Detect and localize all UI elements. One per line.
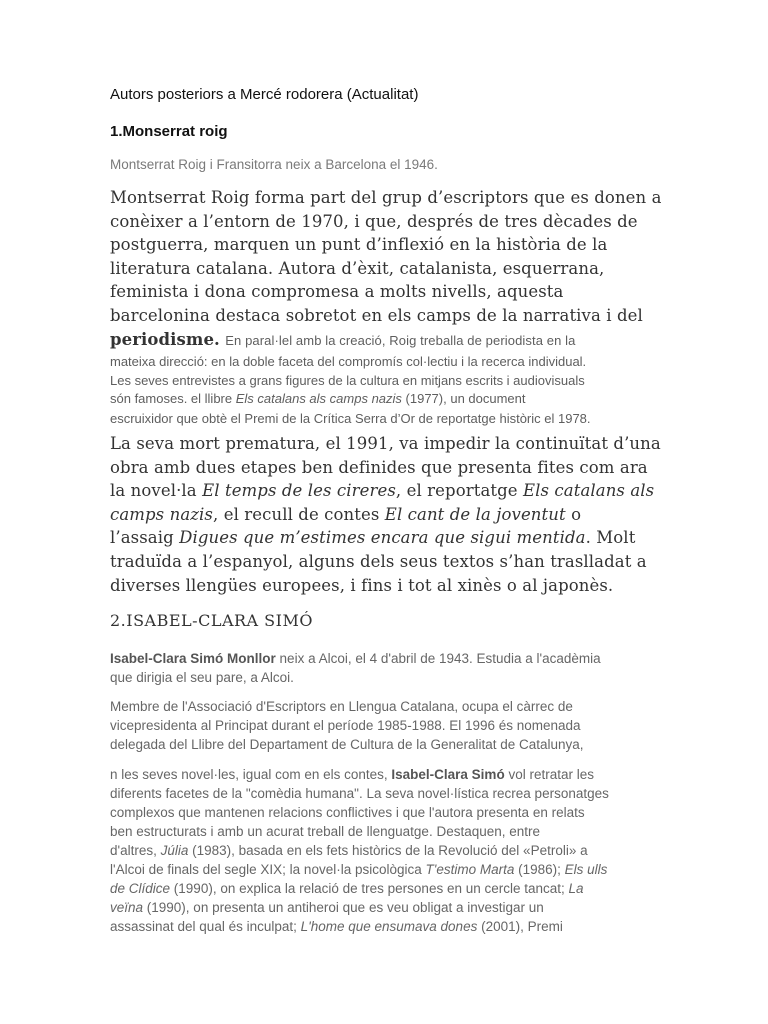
section-2-paragraph-3 <box>110 765 670 936</box>
small-line <box>110 390 670 409</box>
text: l’assaig <box>110 528 180 548</box>
paragraph-line: feminista i dona compromesa a molts nivells, aquesta <box>110 282 564 302</box>
paragraph-line <box>110 328 670 352</box>
text: d'altres, <box>110 843 161 858</box>
text: neix a Alcoi, el 4 d'abril de 1943. Estudia a l'acadèmia <box>275 651 601 666</box>
paragraph-line <box>110 649 670 668</box>
text: (1990), on explica la relació de tres persones en un cercle tancat; <box>170 881 569 896</box>
work-title: veïna <box>110 900 144 915</box>
paragraph-line <box>110 479 670 503</box>
paragraph-line: Montserrat Roig forma part del grup d’escriptors que es donen a <box>110 188 662 207</box>
text: , el reportatge <box>395 481 523 501</box>
paragraph-line <box>110 841 670 860</box>
text: n les seves novel·les, igual com en els contes, <box>110 767 392 782</box>
paragraph-line: Membre de l'Associació d'Escriptors en Llengua Catalana, ocupa el càrrec de <box>110 699 573 714</box>
section-2-paragraph-1 <box>110 649 670 687</box>
paragraph-line: traduïda a l’espanyol, alguns dels seus textos s’han traslladat a <box>110 551 647 571</box>
author-name: Isabel-Clara Simó <box>391 767 505 782</box>
text: la novel·la <box>110 481 203 501</box>
work-title: La <box>568 881 584 896</box>
section-1-intro: Montserrat Roig i Fransitorra neix a Barcelona el 1946. <box>110 157 438 172</box>
document-heading: Autors posteriors a Mercé rodorera (Actualitat) <box>110 86 419 103</box>
small-text-lead: En paral·lel amb la creació, Roig treballa de periodista en la <box>225 332 576 348</box>
paragraph-line: conèixer a l’entorn de 1970, i que, després de tres dècades de <box>110 211 638 231</box>
text: , el recull de contes <box>213 504 385 524</box>
section-1-title: 1.Monserrat roig <box>110 123 228 140</box>
paragraph-line <box>110 860 670 879</box>
work-title: Els catalans als <box>523 481 655 501</box>
author-name: Isabel-Clara Simó Monllor <box>110 651 276 666</box>
work-title: Júlia <box>160 843 189 858</box>
work-title: Digues que m’estimes encara que sigui mentida <box>179 528 586 548</box>
section-1-small-paragraph <box>110 353 670 428</box>
paragraph-line <box>110 898 670 917</box>
paragraph-line: delegada del Llibre del Departament de Cultura de la Generalitat de Catalunya, <box>110 737 584 752</box>
work-title: L'home que ensumava dones <box>300 919 478 934</box>
section-1-second-paragraph <box>110 432 670 597</box>
paragraph-line <box>110 526 670 550</box>
work-title: camps nazis <box>110 504 214 524</box>
paragraph-last-word: periodisme. <box>110 329 220 349</box>
section-2-title: 2.ISABEL-CLARA SIMÓ <box>110 611 313 630</box>
text: (2001), Premi <box>477 919 563 934</box>
text: . Molt <box>585 528 636 548</box>
work-title: Els ulls <box>564 862 608 877</box>
work-title: T'estimo Marta <box>425 862 515 877</box>
section-2-paragraph-2 <box>110 697 670 754</box>
paragraph-line: obra amb dues etapes ben definides que presenta fites com ara <box>110 457 648 477</box>
small-line: escruixidor que obtè el Premi de la Crítica Serra d’Or de reportatge històric el 1978. <box>110 410 591 426</box>
paragraph-line: postguerra, marquen un punt d’inflexió en la història de la <box>110 235 608 255</box>
text: (1990), on presenta un antiheroi que es veu obligat a investigar un <box>143 900 544 915</box>
paragraph-line: La seva mort prematura, el 1991, va impedir la continuïtat d’una <box>110 434 661 453</box>
paragraph-line: barcelonina destaca sobretot en els camps de la narrativa i del <box>110 305 643 325</box>
text: (1986); <box>514 862 565 877</box>
paragraph-line <box>110 503 670 527</box>
paragraph-line: que dirigia el seu pare, a Alcoi. <box>110 670 294 685</box>
paragraph-line: literatura catalana. Autora d’èxit, catalanista, esquerrana, <box>110 258 605 278</box>
paragraph-line: ben estructurats i amb un acurat treball de llenguatge. Destaquen, entre <box>110 824 541 839</box>
text: assassinat del qual és inculpat; <box>110 919 301 934</box>
small-text: són famoses. el llibre <box>110 391 236 406</box>
section-1-main-paragraph <box>110 186 670 351</box>
paragraph-line: vicepresidenta al Principat durant el període 1985-1988. El 1996 és nomenada <box>110 718 581 733</box>
paragraph-line: diferents facetes de la "comèdia humana". La seva novel·lística recrea personatges <box>110 786 609 801</box>
paragraph-line <box>110 765 670 784</box>
small-line: mateixa direcció: en la doble faceta del compromís col·lectiu i la recerca individual. <box>110 354 587 369</box>
work-title: El cant de la joventut <box>384 504 566 524</box>
paragraph-line: diverses llengües europees, i fins i tot al xinès o al japonès. <box>110 575 614 595</box>
text: (1983), basada en els fets històrics de la Revolució del «Petroli» a <box>188 843 588 858</box>
paragraph-line: complexos que mantenen relacions conflictives i que l'autora presenta en relats <box>110 805 585 820</box>
paragraph-line <box>110 879 670 898</box>
small-line: Les seves entrevistes a grans figures de la cultura en mitjans escrits i audiovisuals <box>110 372 585 388</box>
work-title: El temps de les cireres <box>202 481 396 501</box>
paragraph-line <box>110 917 670 936</box>
text: l'Alcoi de finals del segle XIX; la novel·la psicològica <box>110 862 426 877</box>
work-title: de Clídice <box>110 881 171 896</box>
text: o <box>565 504 582 524</box>
small-text: (1977), un document <box>401 391 526 406</box>
text: vol retratar les <box>504 767 594 782</box>
book-title: Els catalans als camps nazis <box>235 391 402 406</box>
